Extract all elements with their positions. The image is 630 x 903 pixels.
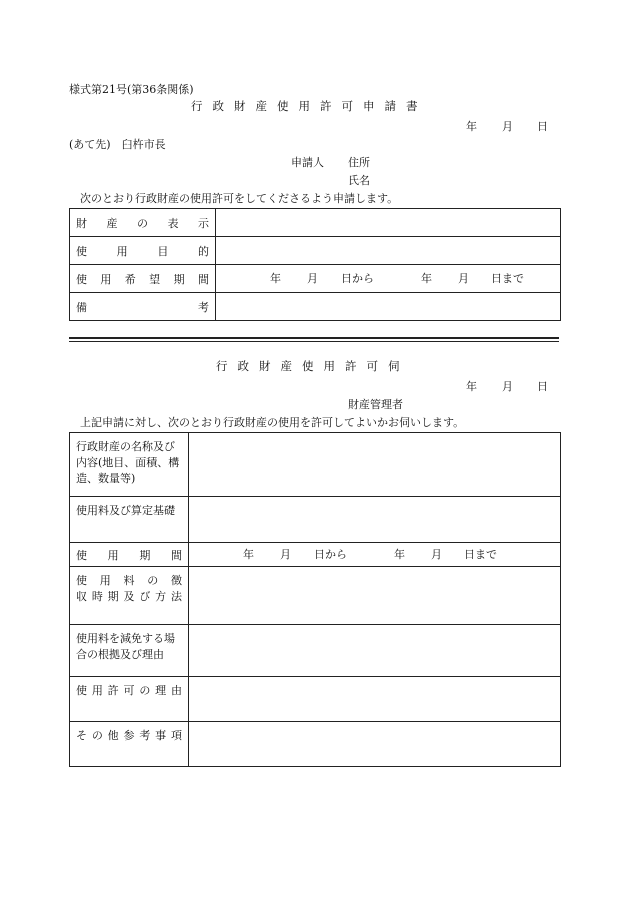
table-row xyxy=(70,433,561,497)
applicant-label: 申請人 xyxy=(291,156,324,169)
property-name-field[interactable] xyxy=(189,433,561,497)
remarks-field[interactable] xyxy=(216,293,561,321)
table-row xyxy=(70,567,561,625)
desired-period-field[interactable]: 年 月 日から 年 月 日まで xyxy=(216,265,561,293)
usage-fee-label: 使用料及び算定基礎 xyxy=(70,497,189,543)
section2-title: 行政財産使用許可伺 xyxy=(216,359,410,373)
fee-collection-field[interactable] xyxy=(189,567,561,625)
table-row xyxy=(70,677,561,722)
table-row xyxy=(70,625,561,677)
date-day: 日 xyxy=(537,380,548,393)
table-row xyxy=(70,293,561,321)
date-month: 月 xyxy=(502,120,513,133)
usage-period-field[interactable]: 年 月 日から 年 月 日まで xyxy=(189,543,561,567)
table-row xyxy=(70,543,561,567)
date-month: 月 xyxy=(502,380,513,393)
other-notes-field[interactable] xyxy=(189,722,561,767)
table-row xyxy=(70,265,561,293)
application-intro: 次のとおり行政財産の使用許可をしてくださるよう申請します。 xyxy=(80,192,399,205)
property-label: 財 産 の 表 示 xyxy=(70,209,216,237)
date-day: 日 xyxy=(537,120,548,133)
divider xyxy=(69,341,559,342)
table-row xyxy=(70,722,561,767)
address-label: 住所 xyxy=(348,156,370,169)
other-notes-label: そ の 他 参 考 事 項 xyxy=(70,722,189,767)
purpose-label: 使 用 目 的 xyxy=(70,237,216,265)
property-field[interactable] xyxy=(216,209,561,237)
table-row xyxy=(70,237,561,265)
form-title: 行政財産使用許可申請書 xyxy=(191,99,428,113)
table-row xyxy=(70,497,561,543)
permission-table xyxy=(69,432,561,767)
fee-reduction-field[interactable] xyxy=(189,625,561,677)
table-row xyxy=(70,209,561,237)
application-table xyxy=(69,208,561,321)
form-number: 様式第21号(第36条関係) xyxy=(69,83,194,96)
permission-intro: 上記申請に対し、次のとおり行政財産の使用を許可してよいかお伺いします。 xyxy=(80,416,465,429)
usage-period-label: 使 用 期 間 xyxy=(70,543,189,567)
permission-reason-label: 使 用 許 可 の 理 由 xyxy=(70,677,189,722)
usage-fee-field[interactable] xyxy=(189,497,561,543)
name-label: 氏名 xyxy=(348,174,370,187)
addressee: (あて先) 臼杵市長 xyxy=(69,138,166,151)
divider xyxy=(69,337,559,339)
fee-reduction-label: 使用料を減免する場合の根拠及び理由 xyxy=(70,625,189,677)
permission-reason-field[interactable] xyxy=(189,677,561,722)
purpose-field[interactable] xyxy=(216,237,561,265)
date-year: 年 xyxy=(466,380,477,393)
property-manager-label: 財産管理者 xyxy=(348,398,403,411)
property-name-label: 行政財産の名称及び内容(地目、面積、構造、数量等) xyxy=(70,433,189,497)
remarks-label: 備 考 xyxy=(70,293,216,321)
fee-collection-label: 使 用 料 の 徴 収 時 期 及 び 方 法 xyxy=(70,567,189,625)
desired-period-label: 使 用 希 望 期 間 xyxy=(70,265,216,293)
date-year: 年 xyxy=(466,120,477,133)
